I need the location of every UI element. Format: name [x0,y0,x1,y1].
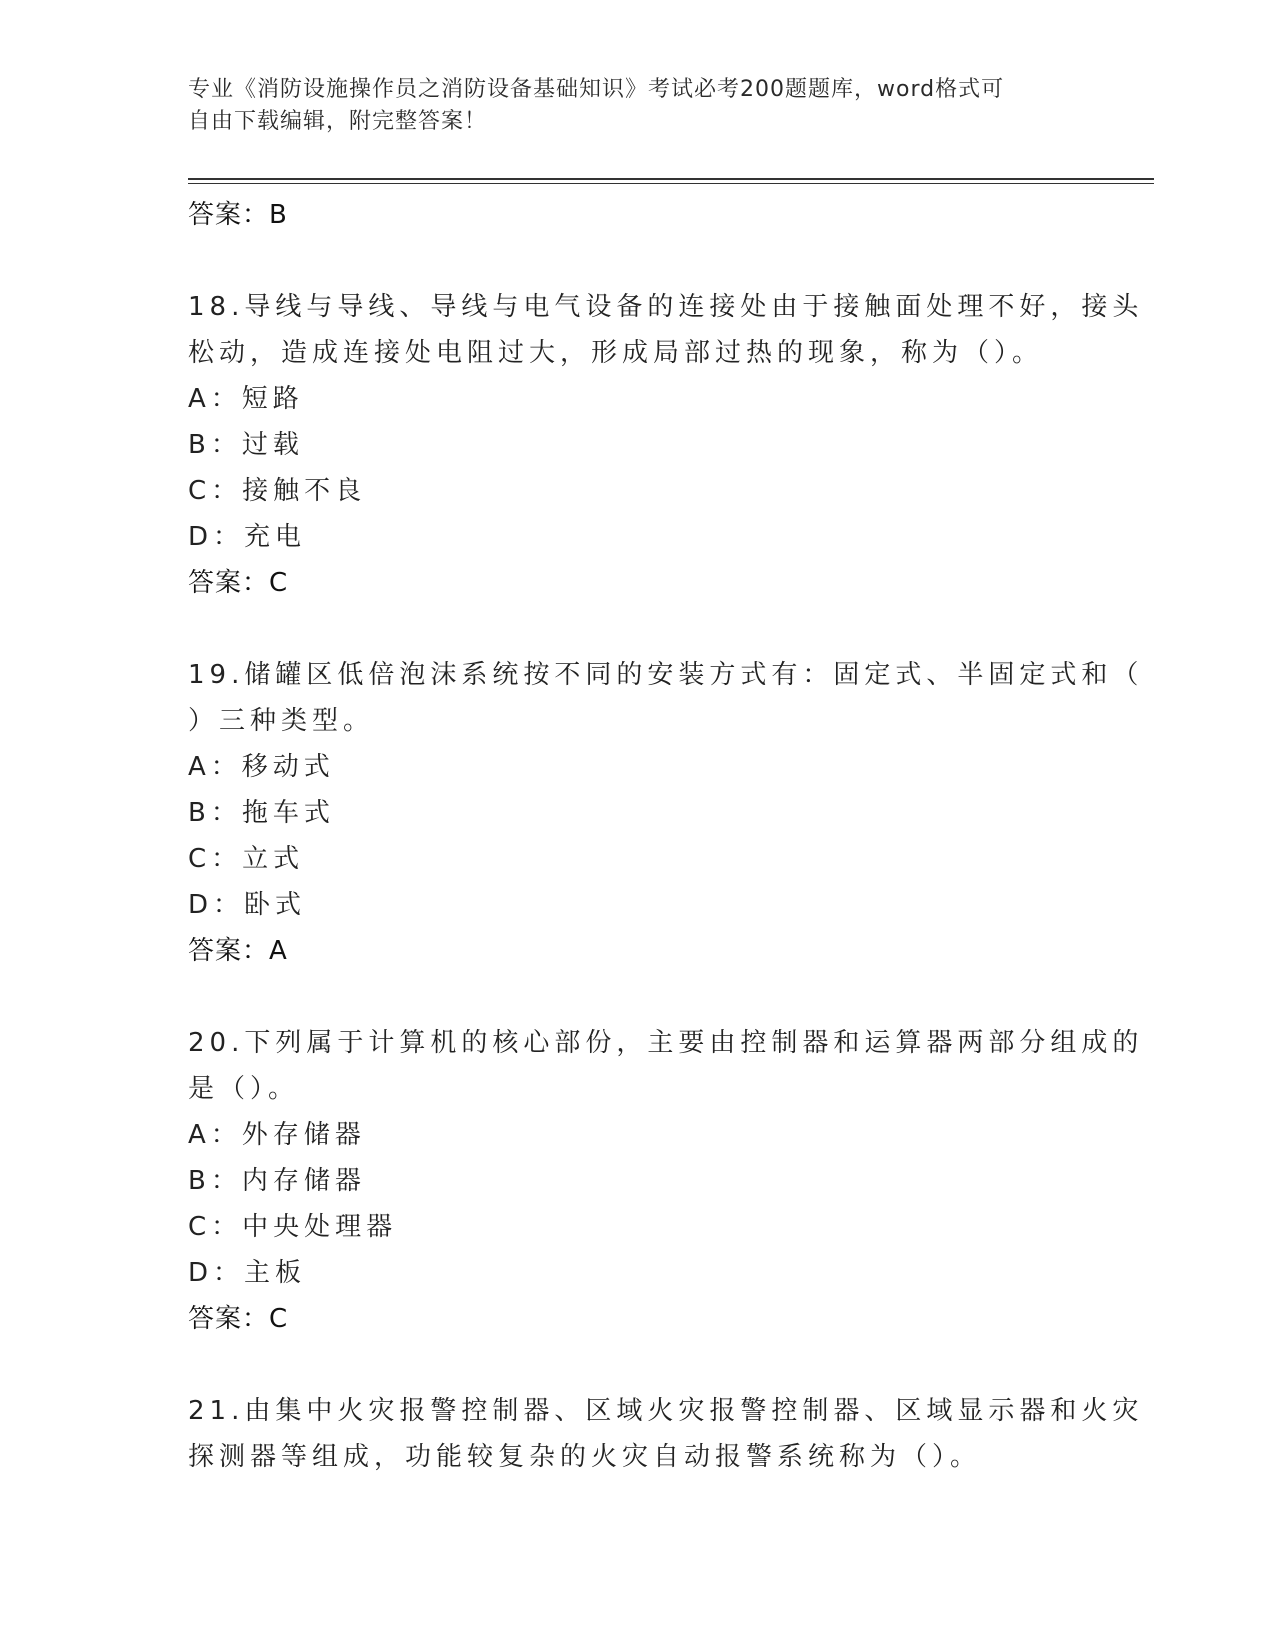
previous-answer: 答案：B [188,200,288,230]
spacer [188,1342,1088,1388]
question-stem-line: 19.储罐区低倍泡沫系统按不同的安装方式有：固定式、半固定式和（ [188,660,1144,690]
question-stem-line: 21.由集中火灾报警控制器、区域火灾报警控制器、区域显示器和火灾 [188,1396,1144,1426]
question-stem-line: ）三种类型。 [188,706,375,736]
question-stem-line: 20.下列属于计算机的核心部份，主要由控制器和运算器两部分组成的 [188,1028,1144,1058]
question-19 [188,652,1144,974]
header-line-1: 专业《消防设施操作员之消防设备基础知识》考试必考200题题库，word格式可 [188,77,1005,102]
document-header [188,74,1068,138]
header-line-2: 自由下载编辑，附完整答案！ [188,109,488,134]
question-answer: 答案：A [188,936,288,966]
option-b: B：过载 [188,430,304,460]
option-d: D：充电 [188,522,307,552]
question-18 [188,284,1144,606]
question-stem-line: 探测器等组成，功能较复杂的火灾自动报警系统称为（）。 [188,1442,982,1472]
question-21 [188,1388,1144,1480]
question-answer: 答案：C [188,1304,289,1334]
header-divider-thin [188,183,1154,184]
question-answer: 答案：C [188,568,289,598]
spacer [188,974,1088,1020]
header-divider-thick [188,178,1154,180]
question-stem-line: 松动，造成连接处电阻过大，形成局部过热的现象，称为（）。 [188,338,1044,368]
option-c: C：中央处理器 [188,1212,398,1242]
spacer [188,606,1088,652]
option-d: D：卧式 [188,890,307,920]
option-a: A：短路 [188,384,304,414]
question-20 [188,1020,1144,1342]
option-c: C：立式 [188,844,305,874]
option-d: D：主板 [188,1258,307,1288]
question-stem-line: 18.导线与导线、导线与电气设备的连接处由于接触面处理不好，接头 [188,292,1144,322]
option-a: A：外存储器 [188,1120,366,1150]
question-list [188,192,1144,1480]
option-a: A：移动式 [188,752,335,782]
option-b: B：拖车式 [188,798,335,828]
spacer [188,238,1088,284]
question-stem-line: 是（）。 [188,1074,300,1104]
option-c: C：接触不良 [188,476,367,506]
option-b: B：内存储器 [188,1166,366,1196]
